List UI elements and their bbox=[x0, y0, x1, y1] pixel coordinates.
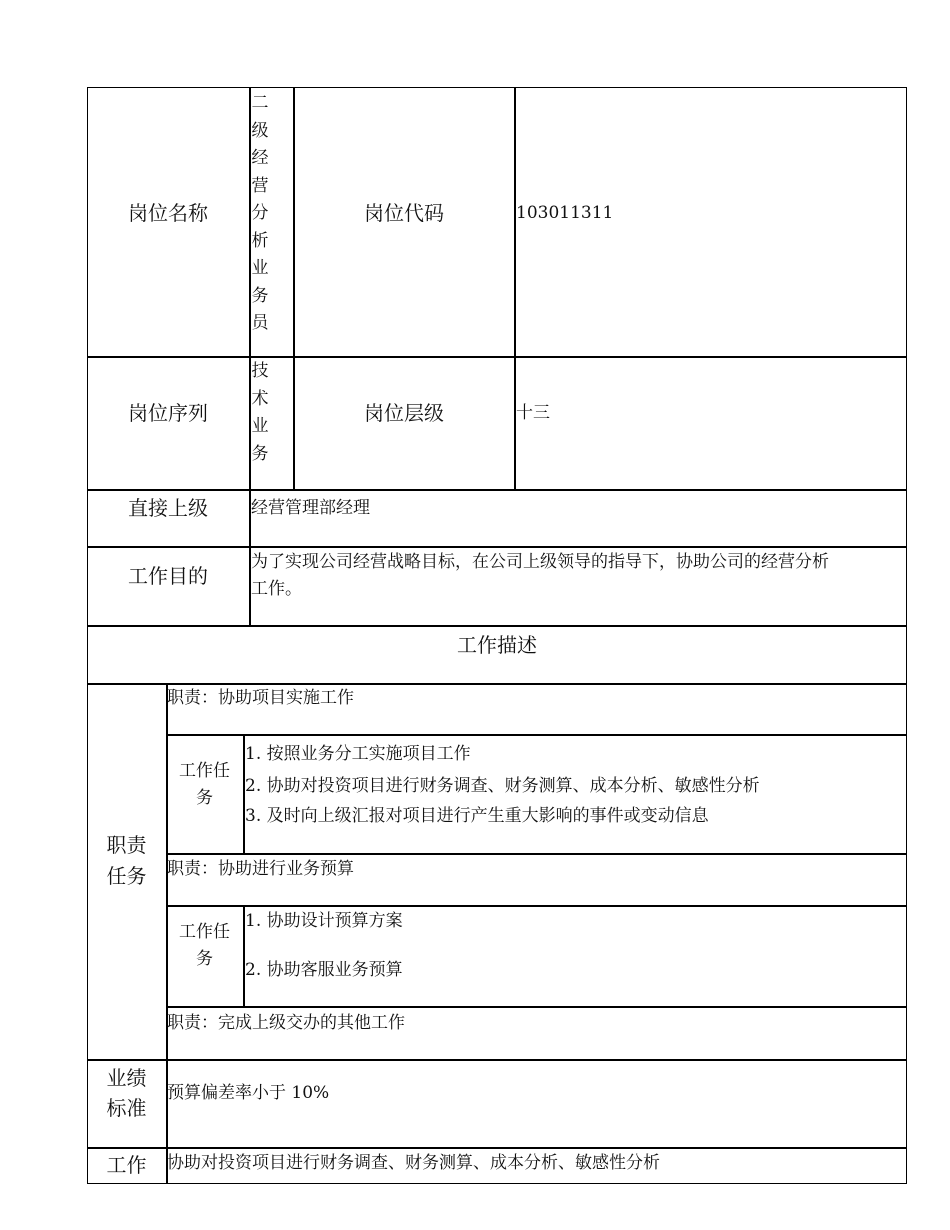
duties-section-label-2: 任务 bbox=[106, 864, 147, 888]
row-divider bbox=[166, 734, 907, 736]
position-seq-value: 技术业务 bbox=[251, 361, 269, 464]
duty-title: 职责：协助项目实施工作 bbox=[167, 688, 354, 708]
task-item: 1. 按照业务分工实施项目工作 bbox=[245, 744, 471, 764]
col-divider bbox=[293, 87, 295, 490]
position-level-value: 十三 bbox=[516, 403, 550, 423]
purpose-label: 工作目的 bbox=[128, 564, 208, 588]
performance-label-1: 业绩 bbox=[106, 1066, 147, 1090]
purpose-line-2: 工作。 bbox=[251, 579, 302, 599]
row-divider bbox=[87, 489, 907, 491]
duty-title: 职责：完成上级交办的其他工作 bbox=[167, 1013, 405, 1033]
position-code-label: 岗位代码 bbox=[364, 201, 444, 225]
performance-label-2: 标准 bbox=[106, 1096, 147, 1120]
row-divider bbox=[87, 546, 907, 548]
position-seq-label: 岗位序列 bbox=[128, 401, 208, 425]
row-divider bbox=[166, 853, 907, 855]
duties-section-label-1: 职责 bbox=[106, 833, 147, 857]
position-name-label: 岗位名称 bbox=[128, 201, 208, 225]
superior-label: 直接上级 bbox=[128, 496, 208, 520]
work-value: 协助对投资项目进行财务调查、财务测算、成本分析、敏感性分析 bbox=[167, 1153, 660, 1173]
task-item: 1. 协助设计预算方案 bbox=[245, 911, 403, 931]
row-divider bbox=[87, 683, 907, 685]
row-divider bbox=[87, 1147, 907, 1149]
task-item: 2. 协助客服业务预算 bbox=[245, 960, 403, 980]
col-divider bbox=[514, 87, 516, 490]
duty-title: 职责：协助进行业务预算 bbox=[167, 859, 354, 879]
work-label: 工作 bbox=[106, 1153, 147, 1177]
position-name-value: 二级经营分析业务员 bbox=[251, 93, 269, 333]
superior-value: 经营管理部经理 bbox=[251, 498, 370, 518]
task-label: 工作任 bbox=[179, 761, 230, 781]
task-label: 工作任 bbox=[179, 922, 230, 942]
task-label: 务 bbox=[196, 949, 213, 969]
row-divider bbox=[87, 356, 907, 358]
position-code-value: 103011311 bbox=[516, 203, 614, 223]
task-item: 2. 协助对投资项目进行财务调查、财务测算、成本分析、敏感性分析 bbox=[245, 776, 760, 796]
task-item: 3. 及时向上级汇报对项目进行产生重大影响的事件或变动信息 bbox=[245, 806, 709, 826]
row-divider bbox=[87, 1059, 907, 1061]
work-description-title: 工作描述 bbox=[457, 633, 537, 657]
row-divider bbox=[166, 905, 907, 907]
performance-value: 预算偏差率小于 10% bbox=[167, 1083, 330, 1103]
row-divider bbox=[166, 1006, 907, 1008]
position-level-label: 岗位层级 bbox=[364, 401, 444, 425]
task-label: 务 bbox=[196, 788, 213, 808]
row-divider bbox=[87, 625, 907, 627]
purpose-line-1: 为了实现公司经营战略目标，在公司上级领导的指导下，协助公司的经营分析 bbox=[251, 552, 829, 572]
